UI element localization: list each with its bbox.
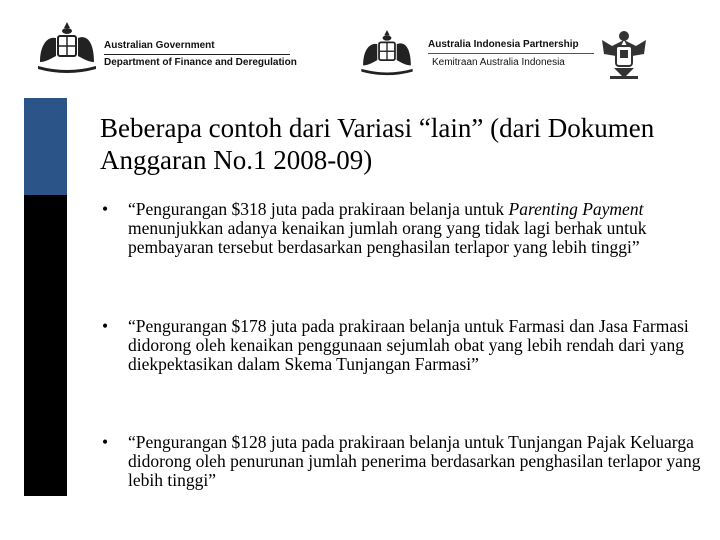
bullet-marker: • bbox=[102, 199, 109, 219]
bullet-text-continued: menunjukkan adanya kenaikan jumlah orang yang tidak lagi berhak untuk pembayaran tersebut berdasarkan penghasilan terlapor yang lebih tinggi” bbox=[128, 218, 647, 257]
sidebar-accent-blue bbox=[24, 98, 67, 195]
bullet-item bbox=[100, 317, 708, 374]
bullet-marker: • bbox=[102, 316, 109, 336]
department-label: Department of Finance and Deregulation bbox=[104, 57, 297, 68]
bullet-text: “Pengurangan $178 juta pada prakiraan belanja untuk Farmasi dan Jasa Farmasi didorong oleh kenaikan penggunaan sejumlah obat yang lebih rendah dari yang diekpektasikan dalam Skema Tunjangan Farmasi” bbox=[128, 316, 689, 374]
slide-title: Beberapa contoh dari Variasi “lain” (dari Dokumen Anggaran No.1 2008-09) bbox=[100, 113, 655, 175]
partnership-label: Australia Indonesia Partnership bbox=[428, 39, 579, 50]
garuda-emblem bbox=[598, 26, 650, 82]
australian-government-label: Australian Government bbox=[104, 40, 215, 51]
bullet-italic-text: Parenting Payment bbox=[508, 199, 644, 219]
bullet-text: “Pengurangan $318 juta pada prakiraan belanja untuk bbox=[128, 199, 509, 219]
header-divider bbox=[104, 54, 290, 55]
kemitraan-label: Kemitraan Australia Indonesia bbox=[432, 57, 565, 68]
sidebar-accent-black bbox=[24, 195, 67, 496]
australian-coat-of-arms-left bbox=[34, 22, 100, 74]
bullet-text: “Pengurangan $128 juta pada prakiraan belanja untuk Tunjangan Pajak Keluarga didorong oleh penurunan jumlah penerima berdasarkan penghasilan terlapor yang lebih tinggi” bbox=[128, 432, 701, 490]
australian-coat-of-arms-right bbox=[356, 30, 418, 76]
bullet-item bbox=[100, 433, 708, 490]
bullet-item bbox=[100, 200, 708, 257]
partnership-divider bbox=[428, 53, 594, 54]
bullet-marker: • bbox=[102, 432, 109, 452]
